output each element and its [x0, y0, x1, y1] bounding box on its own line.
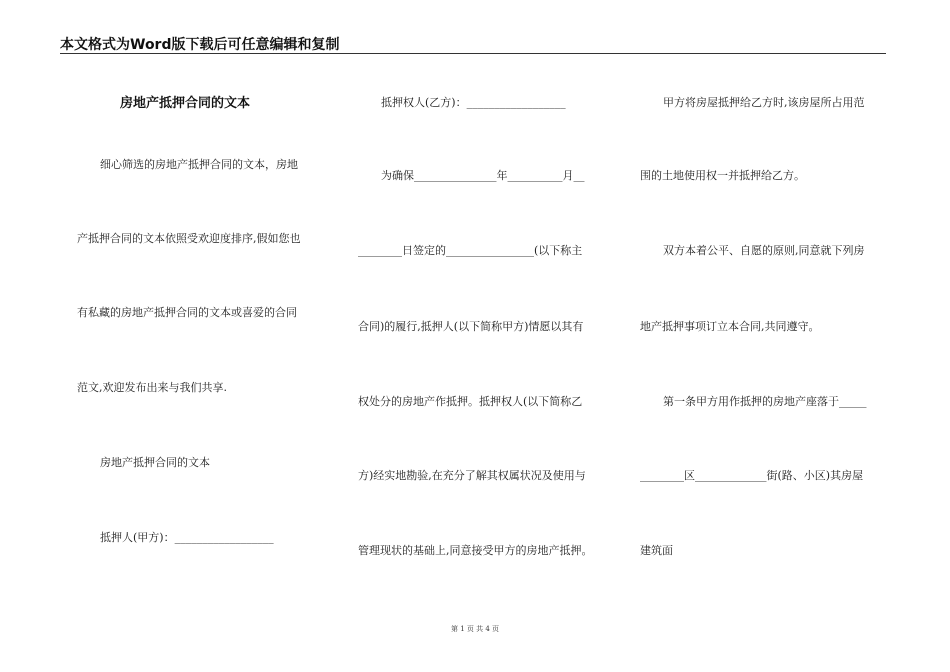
col3-line-7: 建筑面: [640, 544, 673, 557]
col2-line-7: 管理现状的基础上,同意接受甲方的房地产抵押。: [358, 544, 593, 557]
header-divider: [60, 53, 886, 54]
col1-line-5: 房地产抵押合同的文本: [100, 456, 210, 469]
col3-line-1: 甲方将房屋抵押给乙方时,该房屋所占用范: [663, 96, 865, 109]
col2-line-6: 方)经实地勘验,在充分了解其权属状况及使用与: [358, 469, 586, 482]
page-number-footer: 第 1 页 共 4 页: [450, 625, 500, 633]
col3-line-5: 第一条甲方用作抵押的房地产座落于_____: [663, 395, 867, 408]
col2-line-3: ________日签定的________________(以下称主: [358, 244, 583, 257]
col3-line-4: 地产抵押事项订立本合同,共同遵守。: [640, 320, 820, 333]
col3-line-3: 双方本着公平、自愿的原则,同意就下列房: [663, 244, 865, 257]
col3-line-2: 围的土地使用权一并抵押给乙方。: [640, 169, 805, 182]
document-header: 本文格式为Word版下载后可任意编辑和复制: [60, 37, 340, 53]
col1-line-4: 范文,欢迎发布出来与我们共享.: [77, 381, 227, 394]
col1-line-2: 产抵押合同的文本依照受欢迎度排序,假如您也: [77, 232, 301, 245]
col3-line-6: ________区_____________街(路、小区)其房屋: [640, 469, 864, 482]
col1-line-6: 抵押人(甲方)：__________________: [100, 531, 274, 544]
document-title: 房地产抵押合同的文本: [120, 96, 251, 111]
col2-line-2: 为确保_______________年__________月__: [381, 169, 585, 182]
col2-line-4: 合同)的履行,抵押人(以下简称甲方)情愿以其有: [358, 320, 584, 333]
col1-line-3: 有私藏的房地产抵押合同的文本或喜爱的合同: [77, 306, 297, 319]
col1-line-1: 细心筛选的房地产抵押合同的文本，房地: [100, 158, 298, 171]
col2-line-1: 抵押权人(乙方)：__________________: [381, 96, 566, 109]
col2-line-5: 权处分的房地产作抵押。抵押权人(以下简称乙: [358, 395, 583, 408]
